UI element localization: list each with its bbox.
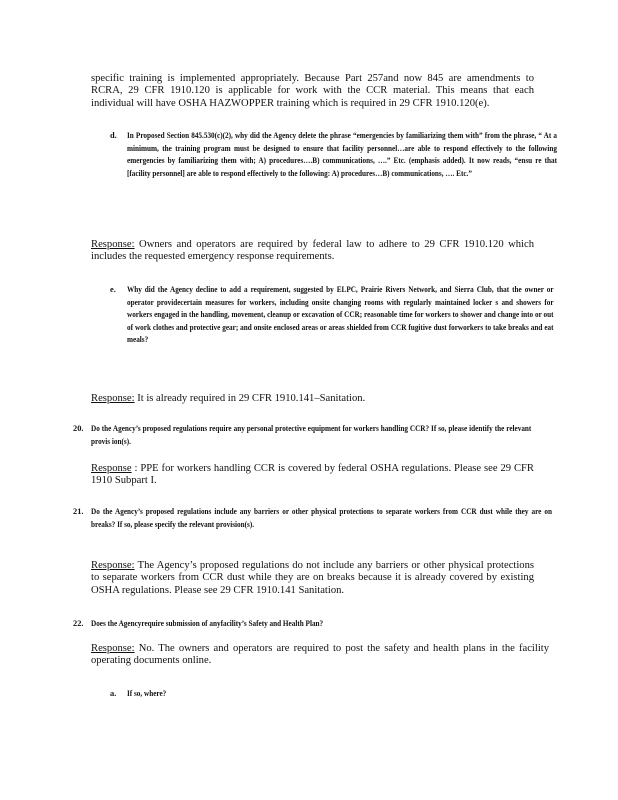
response-label: Response: (91, 393, 135, 404)
item-marker-21: 21. (73, 507, 84, 516)
response-label: Response: (91, 560, 135, 571)
response-22 (91, 643, 549, 668)
response-20 (91, 463, 534, 488)
question-21: Do the Agency’s proposed regulations include any barriers or other physical protections to separate workers from CCR dust while they are on breaks? If so, please specify the relevant provision(s). (91, 507, 552, 529)
response-text: It is already required in 29 CFR 1910.141–Sanitation. (134, 393, 366, 404)
item-marker-20: 20. (73, 424, 84, 433)
response-d (91, 239, 534, 264)
question-a: If so, where? (127, 689, 167, 698)
response-text: Owners and operators are required by federal law to adhere to 29 CFR 1910.120 which includes the requested emergency response requirements. (91, 239, 534, 263)
item-marker-d: d. (110, 131, 117, 140)
response-label: Response: (91, 239, 135, 250)
item-marker-e: e. (110, 285, 116, 294)
response-e (91, 393, 534, 405)
intro-paragraph: specific training is implemented appropriately. Because Part 257and now 845 are amendments to RCRA, 29 CFR 1910.120 is applicable for work with the CCR material. This means that each individual will have OSHA HAZWOPPER training which is required in 29 CFR 1910.120(e). (91, 73, 534, 109)
item-marker-a: a. (110, 689, 117, 698)
response-label: Response (91, 463, 132, 474)
question-20: Do the Agency’s proposed regulations require any personal protective equipment for workers handling CCR? If so, please identify the relevant provis ion(s). (91, 424, 532, 446)
response-label: Response: (91, 643, 135, 654)
question-22: Does the Agencyrequire submission of anyfacility’s Safety and Health Plan? (91, 619, 324, 628)
response-text: No. The owners and operators are required to post the safety and health plans in the facility operating documents online. (91, 643, 549, 667)
response-text: : PPE for workers handling CCR is covered by federal OSHA regulations. Please see 29 CFR 1910 Subpart I. (91, 463, 534, 487)
question-e: Why did the Agency decline to add a requirement, suggested by ELPC, Prairie Rivers Network, and Sierra Club, that the owner or operator providecertain measures for workers, including onsite changing rooms with regularly maintained locker s and showers for workers engaged in the handling, movement, cleanup or excavation of CCR; reasonable time for workers to shower and change into or out of work clothes and protective gear; and onsite enclosed areas or areas shielded from CCR fugitive dust forworkers to take breaks and eat meals? (127, 285, 554, 344)
response-text: The Agency’s proposed regulations do not include any barriers or other physical protections to separate workers from CCR dust while they are on breaks because it is already covered by existing OSHA regulations. Please see 29 CFR 1910.141 Sanitation. (91, 560, 534, 596)
item-marker-22: 22. (73, 619, 84, 628)
question-d: In Proposed Section 845.530(c)(2), why did the Agency delete the phrase “emergencies by familiarizing them with” from the phrase, “ At a minimum, the training program must be designed to ensure that facility personnel…are able to respond effectively to the following emergencies by familiarizing them with; A) procedures….B) communications, ….” Etc. (emphasis added). It now reads, “ensu re that [facility personnel] are able to respond effectively to the following: A) procedures…B) communications, …. Etc.” (127, 131, 557, 178)
response-21 (91, 560, 534, 597)
